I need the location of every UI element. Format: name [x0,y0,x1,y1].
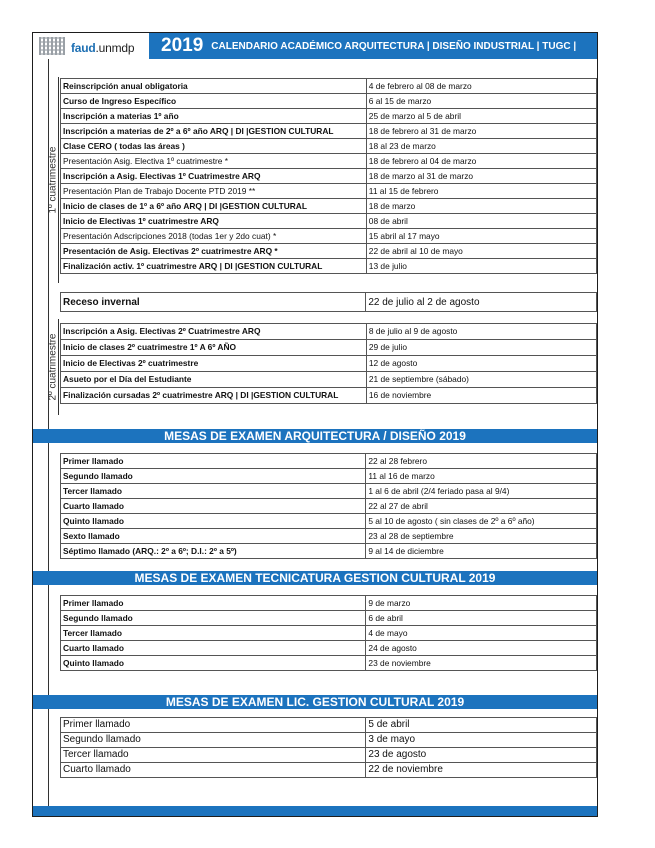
header [33,33,597,59]
row-date: 16 de noviembre [366,388,596,404]
row-date: 21 de septiembre (sábado) [366,372,596,388]
exam-lic-title: MESAS DE EXAMEN LIC. GESTION CULTURAL 2019 [33,695,597,709]
table-row [61,94,597,109]
first-term-table [60,78,597,274]
row-date: 24 de agosto [366,641,597,656]
row-date: 22 de abril al 10 de mayo [366,244,596,259]
row-date: 5 al 10 de agosto ( sin clases de 2º a 6º año) [366,514,597,529]
table-row [61,214,597,229]
row-label: Inicio de Electivas 1º cuatrimestre ARQ [61,214,367,229]
row-label: Inicio de clases 2º cuatrimestre 1º A 6º AÑO [61,340,367,356]
row-label: Inscripción a materias 1º año [61,109,367,124]
table-row [61,184,597,199]
row-label: Primer llamado [61,718,366,733]
table-row [61,340,597,356]
bottom-band [33,806,597,816]
row-date: 23 de agosto [366,748,597,763]
row-date: 12 de agosto [366,356,596,372]
row-date: 18 de marzo al 31 de marzo [366,169,596,184]
table-row [61,763,597,778]
logo-grid-icon [39,37,65,55]
table-row [61,229,597,244]
row-label: Clase CERO ( todas las áreas ) [61,139,367,154]
row-label: Presentación de Asig. Electivas 2º cuatrimestre ARQ * [61,244,367,259]
logo-text: faud.unmdp [71,41,135,55]
recess-label: Receso invernal [61,293,366,312]
row-label: Inicio de clases de 1º a 6º año ARQ | DI |GESTION CULTURAL [61,199,367,214]
row-date: 23 al 28 de septiembre [366,529,597,544]
row-date: 11 al 16 de marzo [366,469,597,484]
table-row [61,244,597,259]
header-band [149,33,597,59]
table-row [61,388,597,404]
table-row [61,356,597,372]
row-label: Quinto llamado [61,514,366,529]
row-date: 08 de abril [366,214,596,229]
row-label: Cuarto llamado [61,641,366,656]
row-date: 22 al 28 febrero [366,454,597,469]
row-label: Segundo llamado [61,733,366,748]
recess-dates: 22 de julio al 2 de agosto [366,293,597,312]
table-row [61,324,597,340]
row-date: 9 de marzo [366,596,597,611]
table-row [61,529,597,544]
faud-logo [33,33,149,59]
row-label: Séptimo llamado (ARQ.: 2º a 6º; D.I.: 2º a 5º) [61,544,366,559]
row-label: Finalización activ. 1º cuatrimestre ARQ | DI |GESTION CULTURAL [61,259,367,274]
row-label: Presentación Plan de Trabajo Docente PTD 2019 ** [61,184,367,199]
table-row [61,733,597,748]
row-date: 4 de mayo [366,626,597,641]
row-date: 15 abril al 17 mayo [366,229,596,244]
table-row [61,139,597,154]
row-date: 22 de noviembre [366,763,597,778]
row-label: Sexto llamado [61,529,366,544]
row-label: Segundo llamado [61,611,366,626]
recess-row [61,293,597,312]
table-row [61,259,597,274]
second-term-table [60,323,597,404]
calendar-page [32,32,598,817]
table-row [61,626,597,641]
row-label: Asueto por el Día del Estudiante [61,372,367,388]
row-date: 18 de febrero al 31 de marzo [366,124,596,139]
recess-table [60,292,597,312]
table-row [61,124,597,139]
header-year: 2019 [161,35,204,56]
exam-arq-table [60,453,597,559]
row-label: Reinscripción anual obligatoria [61,79,367,94]
row-date: 9 al 14 de diciembre [366,544,597,559]
row-date: 8 de julio al 9 de agosto [366,324,596,340]
table-row [61,514,597,529]
row-label: Inscripción a Asig. Electivas 2º Cuatrimestre ARQ [61,324,367,340]
table-row [61,656,597,671]
table-row [61,499,597,514]
row-label: Segundo llamado [61,469,366,484]
row-date: 6 al 15 de marzo [366,94,596,109]
table-row [61,641,597,656]
row-date: 13 de julio [366,259,596,274]
row-label: Presentación Asig. Electiva 1º cuatrimestre * [61,154,367,169]
row-date: 6 de abril [366,611,597,626]
exam-lic-table [60,717,597,778]
table-row [61,484,597,499]
exam-tec-title: MESAS DE EXAMEN TECNICATURA GESTION CULTURAL 2019 [33,571,597,585]
row-date: 1 al 6 de abril (2/4 feriado pasa al 9/4) [366,484,597,499]
table-row [61,454,597,469]
table-row [61,544,597,559]
row-date: 3 de mayo [366,733,597,748]
row-label: Inscripción a materias de 2º a 6º año ARQ | DI |GESTION CULTURAL [61,124,367,139]
row-label: Tercer llamado [61,748,366,763]
first-term-label: 1º cuatrimestre [47,146,59,214]
row-date: 18 de marzo [366,199,596,214]
table-row [61,109,597,124]
row-label: Presentación Adscripciones 2018 (todas 1er y 2do cuat) * [61,229,367,244]
second-term-label: 2º cuatrimestre [47,333,59,401]
table-row [61,611,597,626]
row-date: 25 de marzo al 5 de abril [366,109,596,124]
table-row [61,169,597,184]
row-label: Primer llamado [61,454,366,469]
table-row [61,748,597,763]
row-label: Inicio de Electivas 2º cuatrimestre [61,356,367,372]
table-row [61,79,597,94]
row-date: 29 de julio [366,340,596,356]
exam-tec-table [60,595,597,671]
table-row [61,718,597,733]
row-date: 23 de noviembre [366,656,597,671]
row-date: 18 al 23 de marzo [366,139,596,154]
header-title: CALENDARIO ACADÉMICO ARQUITECTURA | DISEÑO INDUSTRIAL | TUGC | [211,40,577,52]
row-date: 4 de febrero al 08 de marzo [366,79,596,94]
row-label: Inscripción a Asig. Electivas 1º Cuatrimestre ARQ [61,169,367,184]
table-row [61,199,597,214]
row-label: Tercer llamado [61,484,366,499]
row-label: Primer llamado [61,596,366,611]
row-date: 22 al 27 de abril [366,499,597,514]
exam-arq-title: MESAS DE EXAMEN ARQUITECTURA / DISEÑO 2019 [33,429,597,443]
row-label: Tercer llamado [61,626,366,641]
table-row [61,372,597,388]
row-label: Cuarto llamado [61,763,366,778]
row-date: 11 al 15 de febrero [366,184,596,199]
row-label: Curso de Ingreso Específico [61,94,367,109]
row-date: 5 de abril [366,718,597,733]
row-label: Finalización cursadas 2º cuatrimestre ARQ | DI |GESTION CULTURAL [61,388,367,404]
row-label: Quinto llamado [61,656,366,671]
table-row [61,154,597,169]
row-date: 18 de febrero al 04 de marzo [366,154,596,169]
table-row [61,469,597,484]
table-row [61,596,597,611]
row-label: Cuarto llamado [61,499,366,514]
